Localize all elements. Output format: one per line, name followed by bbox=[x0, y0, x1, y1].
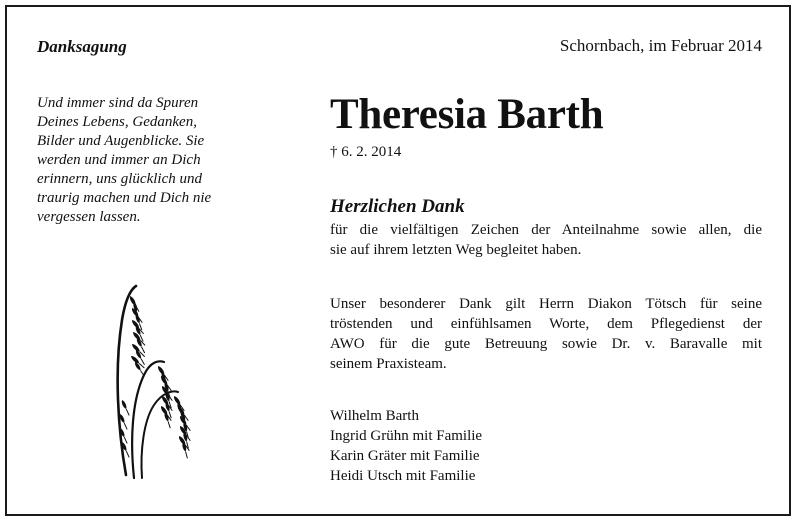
poem-line: vergessen lassen. bbox=[37, 209, 141, 225]
paragraph-line: für die vielfältigen Zeichen der Anteilnahme sowie allen, die bbox=[330, 222, 762, 238]
signer-name: Wilhelm Barth bbox=[330, 408, 419, 424]
signer-name: Heidi Utsch mit Familie bbox=[330, 468, 476, 484]
memorial-poem bbox=[37, 94, 277, 227]
notice-heading: Danksagung bbox=[37, 37, 127, 56]
thanks-paragraph-1 bbox=[330, 220, 762, 260]
thanks-paragraph-2 bbox=[330, 294, 762, 374]
deceased-name: Theresia Barth bbox=[330, 91, 604, 138]
thanks-title: Herzlichen Dank bbox=[330, 196, 465, 217]
paragraph-line: sie auf ihrem letzten Weg begleitet haben. bbox=[330, 242, 582, 258]
wheat-ear-icon bbox=[104, 280, 210, 480]
poem-line: Bilder und Augenblicke. Sie bbox=[37, 133, 205, 149]
paragraph-line: seinem Praxisteam. bbox=[330, 356, 447, 372]
signers-list bbox=[330, 406, 482, 486]
paragraph-line: tröstenden und einfühlsamen Worte, dem Pflegedienst der bbox=[330, 316, 762, 332]
poem-line: erinnern, uns glücklich und bbox=[37, 171, 202, 187]
poem-line: Und immer sind da Spuren bbox=[37, 95, 199, 111]
poem-line: Deines Lebens, Gedanken, bbox=[37, 114, 197, 130]
paragraph-line: AWO für die gute Betreuung sowie Dr. v. Baravalle mit bbox=[330, 336, 762, 352]
poem-line: werden und immer an Dich bbox=[37, 152, 201, 168]
paragraph-line: Unser besonderer Dank gilt Herrn Diakon Tötsch für seine bbox=[330, 296, 762, 312]
death-date: † 6. 2. 2014 bbox=[330, 144, 402, 160]
signer-name: Ingrid Grühn mit Familie bbox=[330, 428, 483, 444]
signer-name: Karin Gräter mit Familie bbox=[330, 448, 480, 464]
place-date: Schornbach, im Februar 2014 bbox=[559, 36, 762, 55]
poem-line: traurig machen und Dich nie bbox=[37, 190, 212, 206]
